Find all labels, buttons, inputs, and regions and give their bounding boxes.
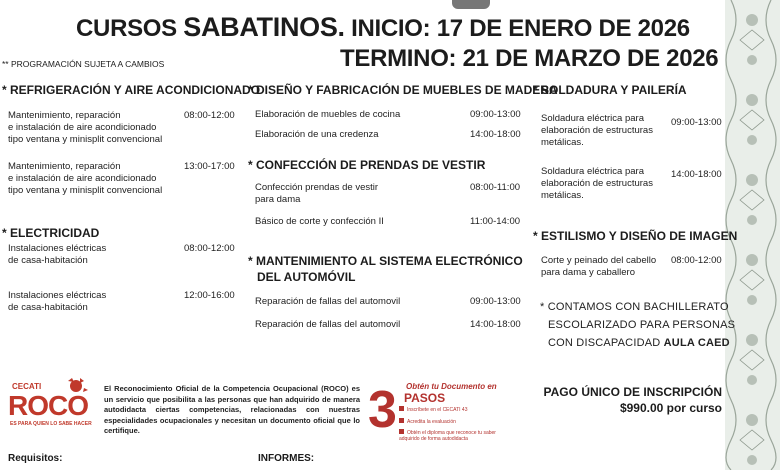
course-electricidad-1: Instalaciones eléctricas de casa-habitación xyxy=(8,243,107,266)
informes-label: INFORMES: xyxy=(258,453,315,464)
schedule-note: ** PROGRAMACIÓN SUJETA A CAMBIOS xyxy=(2,59,165,69)
time-confeccion-1: 08:00-11:00 xyxy=(470,182,521,193)
section-muebles-title: * DISEÑO Y FABRICACIÓN DE MUEBLES DE MADERA xyxy=(248,83,558,97)
course-refrigeracion-1: Mantenimiento, reparación e instalación de aire acondicionado tipo ventana y minisplit convencional xyxy=(8,110,163,145)
requisitos-label: Requisitos: xyxy=(8,453,63,464)
course-soldadura-2: Soldadura eléctrica para elaboración de estructuras metálicas. xyxy=(541,166,653,201)
steps-list: Inscríbete en el CECATI 43 Acredita la evaluación Obtén el diploma que reconoce tu saber adquirido de forma autodidacta xyxy=(399,407,496,442)
end-date-title: TERMINO: 21 DE MARZO DE 2026 xyxy=(340,45,719,72)
time-soldadura-1: 09:00-13:00 xyxy=(671,117,722,128)
time-refrigeracion-1: 08:00-12:00 xyxy=(184,110,235,121)
time-confeccion-2: 11:00-14:00 xyxy=(470,216,521,227)
time-muebles-2: 14:00-18:00 xyxy=(470,129,521,140)
course-automovil-2: Reparación de fallas del automovil xyxy=(255,319,401,330)
steps-number: 3 xyxy=(368,381,397,439)
top-ornament xyxy=(452,0,490,9)
time-soldadura-2: 14:00-18:00 xyxy=(671,169,722,180)
bachillerato-note: * CONTAMOS CON BACHILLERATO ESCOLARIZADO PARA PERSONAS CON DISCAPACIDAD AULA CAED xyxy=(540,301,736,349)
section-confeccion-title: * CONFECCIÓN DE PRENDAS DE VESTIR xyxy=(248,158,486,172)
time-refrigeracion-2: 13:00-17:00 xyxy=(184,161,235,172)
course-soldadura-1: Soldadura eléctrica para elaboración de estructuras metálicas. xyxy=(541,113,653,148)
time-estilismo-1: 08:00-12:00 xyxy=(671,255,722,266)
course-muebles-2: Elaboración de una credenza xyxy=(255,129,379,140)
section-refrigeracion-title: * REFRIGERACIÓN Y AIRE ACONDICIONADO xyxy=(2,83,261,97)
cecati-roco-logo xyxy=(6,378,100,430)
time-muebles-1: 09:00-13:00 xyxy=(470,109,521,120)
time-automovil-2: 14:00-18:00 xyxy=(470,319,521,330)
logo-cecati-text: CECATI xyxy=(12,382,42,391)
section-automovil-title: * MANTENIMIENTO AL SISTEMA ELECTRÓNICO DEL AUTOMÓVIL xyxy=(248,254,523,284)
payment-amount: $990.00 por curso xyxy=(619,401,722,415)
course-muebles-1: Elaboración de muebles de cocina xyxy=(255,109,401,120)
payment-label: PAGO ÚNICO DE INSCRIPCIÓN xyxy=(543,385,722,399)
section-electricidad-title: * ELECTRICIDAD xyxy=(2,226,100,240)
section-estilismo-title: * ESTILISMO Y DISEÑO DE IMAGEN xyxy=(533,229,738,243)
course-automovil-1: Reparación de fallas del automovil xyxy=(255,296,401,307)
steps-word: PASOS xyxy=(404,391,446,405)
time-electricidad-1: 08:00-12:00 xyxy=(184,243,235,254)
section-soldadura-title: * SOLDADURA Y PAILERÍA xyxy=(533,83,687,97)
time-automovil-1: 09:00-13:00 xyxy=(470,296,521,307)
course-estilismo-1: Corte y peinado del cabello para dama y caballero xyxy=(541,255,657,278)
roco-description: El Reconocimiento Oficial de la Competencia Ocupacional (ROCO) es un servicio que posibilita a las personas que han adquirido de manera autodidacta ciertas competencias, relacionadas con nuestras especialidades ocupacionales y necesitan un documento oficial que lo certifique. xyxy=(104,384,360,435)
time-electricidad-2: 12:00-16:00 xyxy=(184,290,235,301)
steps-headline: Obtén tu Documento en xyxy=(406,382,497,391)
page-title: CURSOS SABATINOS. INICIO: 17 DE ENERO DE 2026 xyxy=(76,12,690,42)
logo-roco-text: ROCO xyxy=(8,390,88,421)
course-refrigeracion-2: Mantenimiento, reparación e instalación de aire acondicionado tipo ventana y minisplit convencional xyxy=(8,161,163,196)
payment-info xyxy=(520,384,722,416)
three-steps-box xyxy=(368,382,508,440)
course-confeccion-1: Confección prendas de vestir para dama xyxy=(255,182,379,205)
course-electricidad-2: Instalaciones eléctricas de casa-habitación xyxy=(8,290,107,313)
logo-tagline: ES PARA QUIEN LO SABE HACER xyxy=(10,421,92,427)
course-confeccion-2: Básico de corte y confección II xyxy=(255,216,384,227)
